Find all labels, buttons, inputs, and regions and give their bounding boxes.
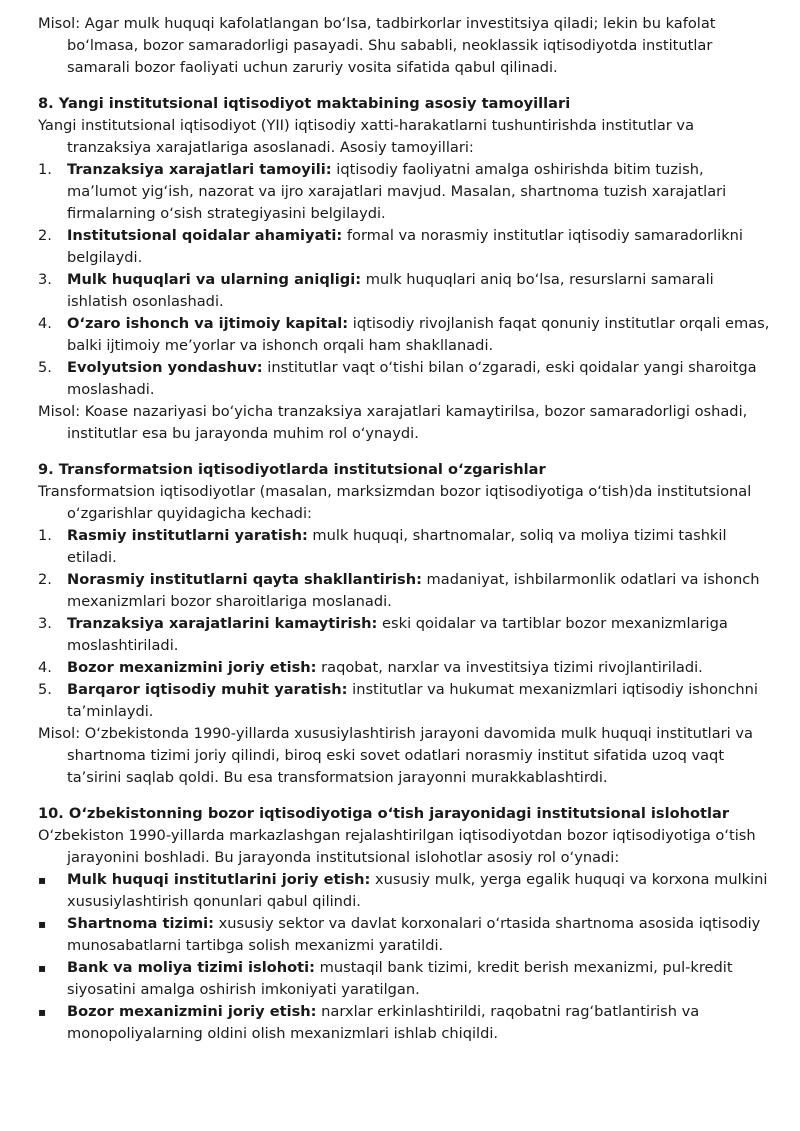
list-number: 1. <box>38 161 52 178</box>
section-intro: Yangi institutsional iqtisodiyot (YII) iqtisodiy xatti-harakatlarni tushuntirishda institutlar va tranzaksiya xarajatlariga asoslanadi. Asosiy tamoyillari: <box>38 117 695 156</box>
list-item-term: Rasmiy institutlarni yaratish: <box>67 527 308 544</box>
list-number: 5. <box>38 681 52 698</box>
list-item-text: mustaqil bank tizimi, kredit berish mexanizmi, pul-kredit siyosatini amalga oshirish imkoniyati yaratilgan. <box>67 959 733 998</box>
list-item-term: Mulk huquqi institutlarini joriy etish: <box>67 871 371 888</box>
list-item <box>38 569 772 613</box>
list-item <box>38 357 772 401</box>
list-item <box>38 657 772 679</box>
list-item-text: institutlar vaqt o‘tishi bilan o‘zgaradi, eski qoidalar yangi sharoitga moslashadi. <box>67 359 757 398</box>
list-item <box>38 159 772 225</box>
list-item-term: Tranzaksiya xarajatlarini kamaytirish: <box>67 615 378 632</box>
section-list <box>38 869 772 1045</box>
list-item-term: Bozor mexanizmini joriy etish: <box>67 659 317 676</box>
list-item-term: Bozor mexanizmini joriy etish: <box>67 1003 317 1020</box>
list-item-text: mulk huquqi, shartnomalar, soliq va moliya tizimi tashkil etiladi. <box>67 527 727 566</box>
list-item-term: Shartnoma tizimi: <box>67 915 214 932</box>
list-item <box>38 313 772 357</box>
list-item <box>38 225 772 269</box>
bullet-icon: ▪ <box>38 873 47 887</box>
list-item-text: iqtisodiy faoliyatni amalga oshirishda bitim tuzish, ma’lumot yig‘ish, nazorat va ijro xarajatlari mavjud. Masalan, shartnoma tuzish xarajatlari firmalarning o‘sish strategiyasini belgilaydi. <box>67 161 727 222</box>
list-number: 3. <box>38 271 52 288</box>
list-item-term: Norasmiy institutlarni qayta shakllantirish: <box>67 571 422 588</box>
list-number: 1. <box>38 527 52 544</box>
list-item <box>38 269 772 313</box>
list-item-term: Barqaror iqtisodiy muhit yaratish: <box>67 681 348 698</box>
sections-container <box>38 93 772 1045</box>
section-heading: 8. Yangi institutsional iqtisodiyot maktabining asosiy tamoyillari <box>38 95 571 112</box>
list-item-text: xususiy mulk, yerga egalik huquqi va korxona mulkini xususiylashtirish qonunlari qabul qilindi. <box>67 871 768 910</box>
list-number: 2. <box>38 571 52 588</box>
bullet-icon: ▪ <box>38 1005 47 1019</box>
list-item-text: xususiy sektor va davlat korxonalari o‘rtasida shartnoma asosida iqtisodiy munosabatlarni tartibga solish mexanizmi yaratildi. <box>67 915 761 954</box>
list-number: 4. <box>38 315 52 332</box>
list-number: 5. <box>38 359 52 376</box>
list-item <box>38 679 772 723</box>
list-item-term: Institutsional qoidalar ahamiyati: <box>67 227 343 244</box>
list-item <box>38 613 772 657</box>
list-item-text: raqobat, narxlar va investitsiya tizimi rivojlantiriladi. <box>316 659 703 676</box>
list-item-term: Mulk huquqlari va ularning aniqligi: <box>67 271 362 288</box>
section-1 <box>38 93 772 445</box>
intro-example: Misol: Agar mulk huquqi kafolatlangan bo‘lsa, tadbirkorlar investitsiya qiladi; lekin bu kafolat bo‘lmasa, bozor samaradorligi pasayadi. Shu sababli, neoklassik iqtisodiyotda institutlar samarali bozor faoliyati uchun zaruriy vosita sifatida qabul qilinadi. <box>38 15 716 76</box>
list-item-text: narxlar erkinlashtirildi, raqobatni rag‘batlantirish va monopoliyalarning oldini olish mexanizmlari ishlab chiqildi. <box>67 1003 700 1042</box>
list-item-text: madaniyat, ishbilarmonlik odatlari va ishonch mexanizmlari bozor sharoitlariga moslanadi. <box>67 571 760 610</box>
section-example: Misol: Koase nazariyasi bo‘yicha tranzaksiya xarajatlari kamaytirilsa, bozor samaradorligi oshadi, institutlar esa bu jarayonda muhim rol o‘ynaydi. <box>38 403 748 442</box>
bullet-icon: ▪ <box>38 961 47 975</box>
list-number: 3. <box>38 615 52 632</box>
list-number: 2. <box>38 227 52 244</box>
list-item-term: O‘zaro ishonch va ijtimoiy kapital: <box>67 315 349 332</box>
list-number: 4. <box>38 659 52 676</box>
section-list <box>38 525 772 723</box>
list-item-text: formal va norasmiy institutlar iqtisodiy samaradorlikni belgilaydi. <box>67 227 743 266</box>
list-item-term: Bank va moliya tizimi islohoti: <box>67 959 315 976</box>
section-3 <box>38 803 772 1045</box>
list-item-term: Evolyutsion yondashuv: <box>67 359 263 376</box>
list-item <box>38 957 772 1001</box>
section-example: Misol: O‘zbekistonda 1990-yillarda xususiylashtirish jarayoni davomida mulk huquqi institutlari va shartnoma tizimi joriy qilindi, biroq eski sovet odatlari norasmiy institut sifatida uzoq vaqt ta’sirini saqlab qoldi. Bu esa transformatsion jarayonni murakkablashtirdi. <box>38 725 753 786</box>
list-item-term: Tranzaksiya xarajatlari tamoyili: <box>67 161 332 178</box>
section-intro: Transformatsion iqtisodiyotlar (masalan, marksizmdan bozor iqtisodiyotiga o‘tish)da institutsional o‘zgarishlar quyidagicha kechadi: <box>38 483 752 522</box>
list-item-text: mulk huquqlari aniq bo‘lsa, resurslarni samarali ishlatish osonlashadi. <box>67 271 714 310</box>
list-item-text: iqtisodiy rivojlanish faqat qonuniy institutlar orqali emas, balki ijtimoiy me’yorlar va ishonch orqali ham shakllanadi. <box>67 315 770 354</box>
section-heading: 10. O‘zbekistonning bozor iqtisodiyotiga o‘tish jarayonidagi institutsional islohotlar <box>38 805 730 822</box>
list-item <box>38 525 772 569</box>
list-item <box>38 1001 772 1045</box>
section-2 <box>38 459 772 789</box>
list-item <box>38 869 772 913</box>
section-heading: 9. Transformatsion iqtisodiyotlarda institutsional o‘zgarishlar <box>38 461 546 478</box>
list-item-text: institutlar va hukumat mexanizmlari iqtisodiy ishonchni ta’minlaydi. <box>67 681 758 720</box>
section-list <box>38 159 772 401</box>
list-item <box>38 913 772 957</box>
section-intro: O‘zbekiston 1990-yillarda markazlashgan rejalashtirilgan iqtisodiyotdan bozor iqtisodiyotiga o‘tish jarayonini boshladi. Bu jarayonda institutsional islohotlar asosiy rol o‘ynadi: <box>38 827 756 866</box>
list-item-text: eski qoidalar va tartiblar bozor mexanizmlariga moslashtiriladi. <box>67 615 728 654</box>
bullet-icon: ▪ <box>38 917 47 931</box>
